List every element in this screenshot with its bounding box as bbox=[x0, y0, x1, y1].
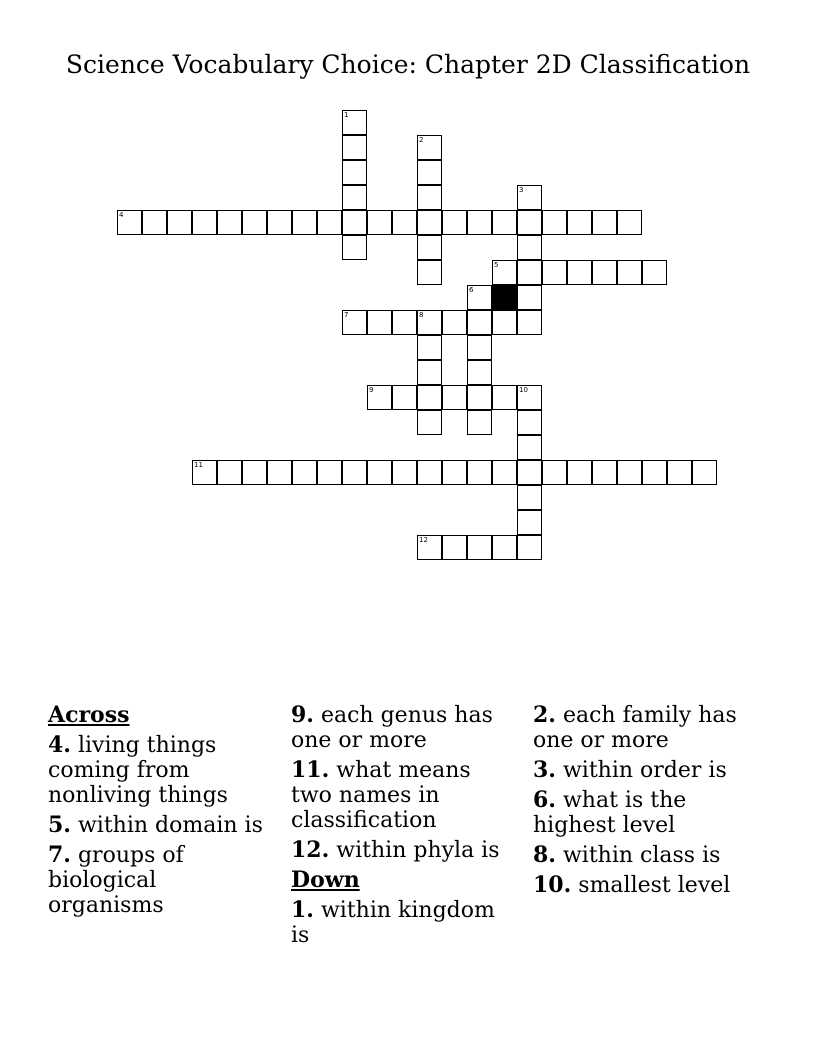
grid-cell[interactable] bbox=[417, 310, 442, 335]
grid-cell[interactable] bbox=[567, 460, 592, 485]
clue-number: 7. bbox=[48, 842, 71, 868]
grid-cell[interactable] bbox=[392, 310, 417, 335]
grid-cell[interactable] bbox=[542, 210, 567, 235]
clue-text: within domain is bbox=[77, 813, 263, 838]
clue-text: each family has one or more bbox=[533, 703, 737, 753]
clue-number: 10. bbox=[533, 872, 572, 898]
clue-number: 4. bbox=[48, 732, 71, 758]
grid-cell[interactable] bbox=[367, 385, 392, 410]
clue-number: 5. bbox=[48, 812, 71, 838]
grid-cell[interactable] bbox=[492, 535, 517, 560]
grid-cell[interactable] bbox=[467, 360, 492, 385]
grid-cell[interactable] bbox=[517, 310, 542, 335]
grid-cell[interactable] bbox=[342, 135, 367, 160]
grid-cell[interactable] bbox=[492, 460, 517, 485]
cell-number: 9 bbox=[369, 386, 374, 394]
grid-cell[interactable] bbox=[367, 310, 392, 335]
cell-number: 6 bbox=[469, 286, 474, 294]
grid-cell[interactable] bbox=[292, 460, 317, 485]
grid-cell[interactable] bbox=[492, 310, 517, 335]
clue-text: what is the highest level bbox=[533, 788, 687, 838]
grid-cell[interactable] bbox=[342, 185, 367, 210]
clue-9 bbox=[291, 703, 516, 753]
grid-cell[interactable] bbox=[442, 210, 467, 235]
clue-text: each genus has one or more bbox=[291, 703, 493, 753]
grid-cell[interactable] bbox=[417, 260, 442, 285]
grid-cell[interactable] bbox=[242, 210, 267, 235]
clue-text: within order is bbox=[562, 758, 727, 783]
grid-cell[interactable] bbox=[567, 210, 592, 235]
clue-text: what means two names in classification bbox=[291, 758, 471, 833]
clue-number: 3. bbox=[533, 757, 556, 783]
grid-cell[interactable] bbox=[667, 460, 692, 485]
clue-10 bbox=[533, 873, 763, 898]
clue-number: 8. bbox=[533, 842, 556, 868]
grid-cell[interactable] bbox=[417, 235, 442, 260]
grid-cell[interactable] bbox=[642, 260, 667, 285]
grid-cell[interactable] bbox=[467, 385, 492, 410]
grid-cell[interactable] bbox=[617, 460, 642, 485]
clue-text: within class is bbox=[562, 843, 721, 868]
cell-number: 1 bbox=[344, 111, 349, 119]
clue-text: living things coming from nonliving things bbox=[48, 733, 228, 808]
clue-3 bbox=[533, 758, 763, 783]
grid-cell[interactable] bbox=[692, 460, 717, 485]
grid-cell[interactable] bbox=[517, 210, 542, 235]
grid-cell[interactable] bbox=[492, 260, 517, 285]
clue-8 bbox=[533, 843, 763, 868]
clue-4 bbox=[48, 733, 263, 808]
grid-cell[interactable] bbox=[467, 210, 492, 235]
grid-cell[interactable] bbox=[417, 360, 442, 385]
grid-cell[interactable] bbox=[192, 460, 217, 485]
grid-cell[interactable] bbox=[217, 460, 242, 485]
clue-text: within kingdom is bbox=[291, 898, 495, 948]
clue-number: 2. bbox=[533, 702, 556, 728]
grid-cell[interactable] bbox=[517, 460, 542, 485]
grid-cell[interactable] bbox=[517, 260, 542, 285]
grid-cell[interactable] bbox=[217, 210, 242, 235]
grid-cell[interactable] bbox=[592, 210, 617, 235]
grid-cell[interactable] bbox=[292, 210, 317, 235]
clue-text: groups of biological organisms bbox=[48, 843, 184, 918]
cell-number: 2 bbox=[419, 136, 424, 144]
grid-block bbox=[492, 285, 517, 310]
clue-12 bbox=[291, 838, 516, 863]
grid-cell[interactable] bbox=[392, 460, 417, 485]
grid-cell[interactable] bbox=[467, 335, 492, 360]
grid-cell[interactable] bbox=[367, 460, 392, 485]
grid-cell[interactable] bbox=[592, 460, 617, 485]
grid-cell[interactable] bbox=[517, 410, 542, 435]
across-heading: Across bbox=[48, 702, 130, 728]
grid-cell[interactable] bbox=[142, 210, 167, 235]
clue-2 bbox=[533, 703, 763, 753]
grid-cell[interactable] bbox=[192, 210, 217, 235]
grid-cell[interactable] bbox=[467, 410, 492, 435]
clue-number: 12. bbox=[291, 837, 330, 863]
grid-cell[interactable] bbox=[267, 210, 292, 235]
grid-cell[interactable] bbox=[442, 460, 467, 485]
cell-number: 10 bbox=[519, 386, 528, 394]
grid-cell[interactable] bbox=[417, 460, 442, 485]
grid-cell[interactable] bbox=[342, 110, 367, 135]
cell-number: 3 bbox=[519, 186, 524, 194]
clue-number: 9. bbox=[291, 702, 314, 728]
grid-cell[interactable] bbox=[317, 210, 342, 235]
grid-cell[interactable] bbox=[417, 210, 442, 235]
grid-cell[interactable] bbox=[367, 210, 392, 235]
clue-text: smallest level bbox=[578, 873, 731, 898]
cell-number: 11 bbox=[194, 461, 203, 469]
grid-cell[interactable] bbox=[417, 160, 442, 185]
grid-cell[interactable] bbox=[517, 285, 542, 310]
grid-cell[interactable] bbox=[242, 460, 267, 485]
clue-number: 11. bbox=[291, 757, 330, 783]
grid-cell[interactable] bbox=[642, 460, 667, 485]
grid-cell[interactable] bbox=[567, 260, 592, 285]
grid-cell[interactable] bbox=[392, 210, 417, 235]
grid-cell[interactable] bbox=[542, 260, 567, 285]
clue-number: 6. bbox=[533, 787, 556, 813]
grid-cell[interactable] bbox=[467, 310, 492, 335]
clue-1 bbox=[291, 898, 516, 948]
cell-number: 4 bbox=[119, 211, 124, 219]
grid-cell[interactable] bbox=[467, 460, 492, 485]
cell-number: 7 bbox=[344, 311, 349, 319]
grid-cell[interactable] bbox=[467, 285, 492, 310]
clues-column-1 bbox=[48, 703, 263, 923]
grid-cell[interactable] bbox=[592, 260, 617, 285]
grid-cell[interactable] bbox=[442, 535, 467, 560]
grid-cell[interactable] bbox=[517, 535, 542, 560]
grid-cell[interactable] bbox=[517, 435, 542, 460]
grid-cell[interactable] bbox=[342, 160, 367, 185]
down-heading: Down bbox=[291, 867, 360, 893]
grid-cell[interactable] bbox=[517, 510, 542, 535]
clue-7 bbox=[48, 843, 263, 918]
grid-cell[interactable] bbox=[492, 210, 517, 235]
grid-cell[interactable] bbox=[267, 460, 292, 485]
clue-11 bbox=[291, 758, 516, 833]
grid-cell[interactable] bbox=[342, 310, 367, 335]
grid-cell[interactable] bbox=[417, 535, 442, 560]
grid-cell[interactable] bbox=[417, 185, 442, 210]
cell-number: 12 bbox=[419, 536, 428, 544]
clues-column-3 bbox=[533, 703, 763, 903]
grid-cell[interactable] bbox=[492, 385, 517, 410]
grid-cell[interactable] bbox=[392, 385, 417, 410]
grid-cell[interactable] bbox=[467, 535, 492, 560]
grid-cell[interactable] bbox=[417, 385, 442, 410]
grid-cell[interactable] bbox=[417, 135, 442, 160]
grid-cell[interactable] bbox=[342, 460, 367, 485]
grid-cell[interactable] bbox=[167, 210, 192, 235]
clue-5 bbox=[48, 813, 263, 838]
grid-cell[interactable] bbox=[517, 485, 542, 510]
grid-cell[interactable] bbox=[442, 385, 467, 410]
grid-cell[interactable] bbox=[342, 210, 367, 235]
grid-cell[interactable] bbox=[617, 260, 642, 285]
grid-cell[interactable] bbox=[442, 310, 467, 335]
grid-cell[interactable] bbox=[542, 460, 567, 485]
grid-cell[interactable] bbox=[517, 185, 542, 210]
grid-cell[interactable] bbox=[117, 210, 142, 235]
clue-text: within phyla is bbox=[336, 838, 500, 863]
grid-cell[interactable] bbox=[417, 410, 442, 435]
grid-cell[interactable] bbox=[342, 235, 367, 260]
cell-number: 5 bbox=[494, 261, 499, 269]
grid-cell[interactable] bbox=[417, 335, 442, 360]
clues-column-2 bbox=[291, 703, 516, 953]
grid-cell[interactable] bbox=[317, 460, 342, 485]
clue-number: 1. bbox=[291, 897, 314, 923]
grid-cell[interactable] bbox=[617, 210, 642, 235]
grid-cell[interactable] bbox=[517, 385, 542, 410]
page-title: Science Vocabulary Choice: Chapter 2D Classification bbox=[65, 50, 751, 79]
clue-6 bbox=[533, 788, 763, 838]
grid-cell[interactable] bbox=[517, 235, 542, 260]
cell-number: 8 bbox=[419, 311, 424, 319]
